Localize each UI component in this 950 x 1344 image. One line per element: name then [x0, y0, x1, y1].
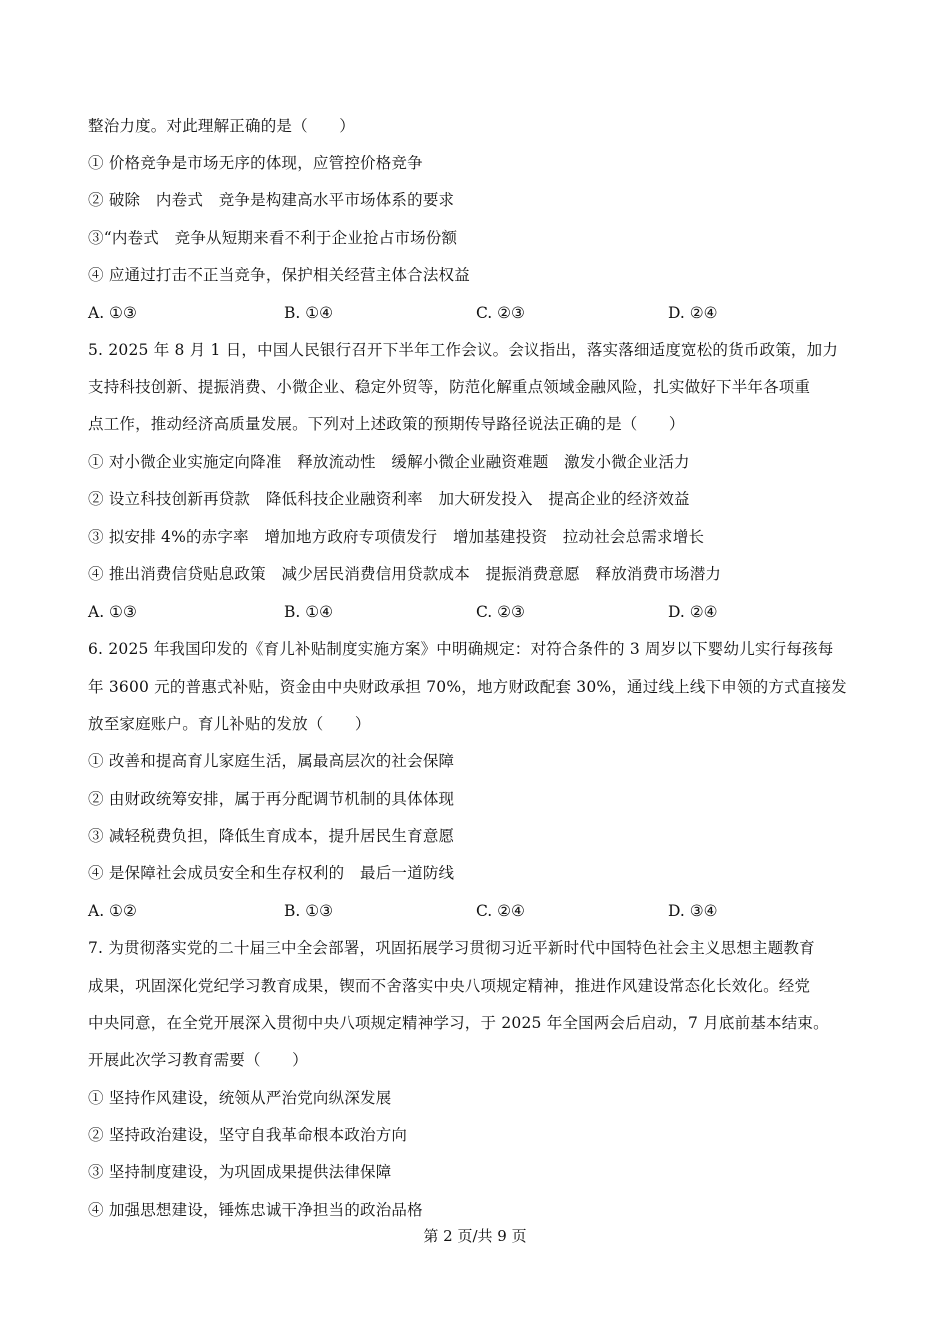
q4-option-c: C. ②③ [476, 304, 525, 322]
q7-stem-line-1: 7. 为贯彻落实党的二十届三中全会部署，巩固拓展学习贯彻习近平新时代中国特色社会主义思想主题教育 [88, 939, 815, 957]
page-footer: 第 2 页/共 9 页 [423, 1227, 527, 1245]
q5-option-a: A. ①③ [88, 603, 137, 621]
q5-item-1: ① 对小微企业实施定向降准 释放流动性 缓解小微企业融资难题 激发小微企业活力 [88, 453, 690, 471]
q6-item-3: ③ 减轻税费负担，降低生育成本，提升居民生育意愿 [88, 827, 455, 845]
q4-option-b: B. ①④ [284, 304, 334, 322]
q4-item-4: ④ 应通过打击不正当竞争，保护相关经营主体合法权益 [88, 266, 470, 284]
q4-lead: 整治力度。对此理解正确的是（ ） [88, 117, 355, 135]
q5-option-d: D. ②④ [668, 603, 718, 621]
q7-item-2: ② 坚持政治建设，坚守自我革命根本政治方向 [88, 1126, 408, 1144]
q6-stem-line-1: 6. 2025 年我国印发的《育儿补贴制度实施方案》中明确规定：对符合条件的 3 周岁以下婴幼儿实行每孩每 [88, 640, 834, 658]
q5-stem-line-3: 点工作，推动经济高质量发展。下列对上述政策的预期传导路径说法正确的是（ ） [88, 415, 685, 433]
q6-stem-line-2: 年 3600 元的普惠式补贴，资金由中央财政承担 70%，地方财政配套 30%，通过线上线下申领的方式直接发 [88, 678, 847, 696]
q5-stem-line-2: 支持科技创新、提振消费、小微企业、稳定外贸等，防范化解重点领域金融风险，扎实做好下半年各项重 [88, 378, 811, 396]
q4-item-1: ① 价格竞争是市场无序的体现，应管控价格竞争 [88, 154, 423, 172]
q6-item-4: ④ 是保障社会成员安全和生存权利的 最后一道防线 [88, 864, 455, 882]
q5-option-b: B. ①④ [284, 603, 334, 621]
q6-item-1: ① 改善和提高育儿家庭生活，属最高层次的社会保障 [88, 752, 455, 770]
q5-stem-line-1: 5. 2025 年 8 月 1 日，中国人民银行召开下半年工作会议。会议指出，落实落细适度宽松的货币政策，加力 [88, 341, 839, 359]
q6-option-c: C. ②④ [476, 902, 525, 920]
q7-item-1: ① 坚持作风建设，统领从严治党向纵深发展 [88, 1089, 392, 1107]
q7-item-3: ③ 坚持制度建设，为巩固成果提供法律保障 [88, 1163, 392, 1181]
q4-item-2: ② 破除 内卷式 竞争是构建高水平市场体系的要求 [88, 191, 455, 209]
q5-item-4: ④ 推出消费信贷贴息政策 减少居民消费信用贷款成本 提振消费意愿 释放消费市场潜力 [88, 565, 722, 583]
q4-item-3: ③“内卷式 竞争从短期来看不利于企业抢占市场份额 [88, 229, 458, 247]
q7-stem-line-4: 开展此次学习教育需要（ ） [88, 1051, 308, 1069]
q5-item-2: ② 设立科技创新再贷款 降低科技企业融资利率 加大研发投入 提高企业的经济效益 [88, 490, 690, 508]
q6-options [88, 901, 888, 921]
q7-item-4: ④ 加强思想建设，锤炼忠诚干净担当的政治品格 [88, 1201, 423, 1219]
q5-item-3: ③ 拟安排 4%的赤字率 增加地方政府专项债发行 增加基建投资 拉动社会总需求增长 [88, 528, 705, 546]
q6-option-a: A. ①② [88, 902, 137, 920]
q6-item-2: ② 由财政统筹安排，属于再分配调节机制的具体体现 [88, 790, 455, 808]
q6-stem-line-3: 放至家庭账户。育儿补贴的发放（ ） [88, 715, 371, 733]
q6-option-d: D. ③④ [668, 902, 718, 920]
q5-options [88, 602, 888, 622]
q5-option-c: C. ②③ [476, 603, 525, 621]
q7-stem-line-2: 成果，巩固深化党纪学习教育成果，锲而不舍落实中央八项规定精神，推进作风建设常态化长效化。经党 [88, 977, 811, 995]
q4-options [88, 303, 888, 323]
q4-option-a: A. ①③ [88, 304, 137, 322]
q4-option-d: D. ②④ [668, 304, 718, 322]
q6-option-b: B. ①③ [284, 902, 334, 920]
q7-stem-line-3: 中央同意，在全党开展深入贯彻中央八项规定精神学习，于 2025 年全国两会后启动，7 月底前基本结束。 [88, 1014, 829, 1032]
